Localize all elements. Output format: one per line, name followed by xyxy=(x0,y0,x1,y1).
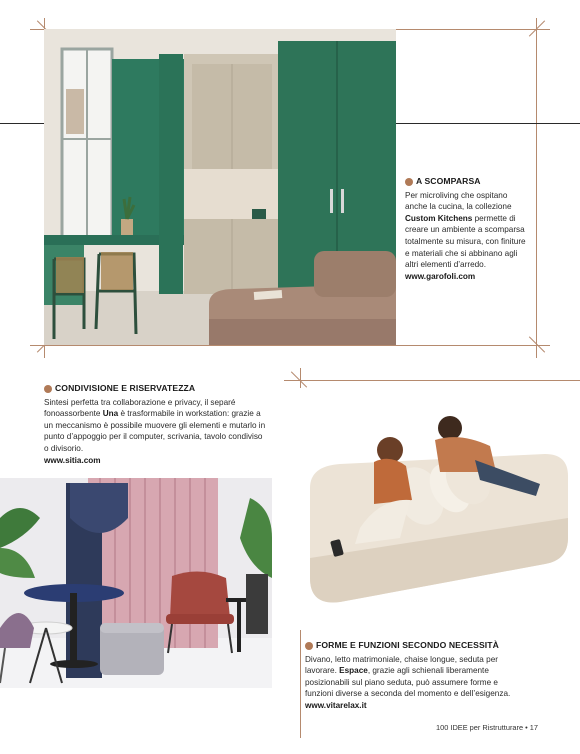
website-link[interactable]: www.sitia.com xyxy=(44,455,101,465)
bullet-dot-icon xyxy=(405,178,413,186)
frame-line-mid xyxy=(30,345,550,346)
frame-line-lower xyxy=(284,380,580,381)
sofa-illustration xyxy=(300,388,580,630)
page-footer: 100 IDEE per Ristrutturare • 17 xyxy=(436,723,538,732)
article-heading: CONDIVISIONE E RISERVATEZZA xyxy=(44,383,284,395)
rule-left xyxy=(0,123,44,124)
article-heading: A SCOMPARSA xyxy=(405,176,545,188)
bullet-dot-icon xyxy=(44,385,52,393)
website-link[interactable]: www.vitarelax.it xyxy=(305,700,367,710)
partition-photo xyxy=(0,478,272,688)
article-body: Per microliving che ospitano anche la cucina, la collezione Custom Kitchens permette di creare un ambiente a scomparsa totalmente su misura, con finiture e materiali che si abbinano agli altri elementi d’arredo. xyxy=(405,190,526,270)
partition-illustration xyxy=(0,478,272,688)
article-vitarelax xyxy=(305,640,555,712)
rule-right xyxy=(396,123,580,124)
kitchen-illustration xyxy=(44,29,396,345)
sofa-photo xyxy=(300,388,580,630)
website-link[interactable]: www.garofoli.com xyxy=(405,271,476,281)
kitchen-photo xyxy=(44,29,396,345)
article-sitia xyxy=(44,383,284,466)
product-name: Una xyxy=(102,409,119,419)
bullet-dot-icon xyxy=(305,642,313,650)
article-body: Sintesi perfetta tra collaborazione e privacy, il separé fonoassorbente Una è trasformabile in workstation: grazie a un meccanismo è possibile muovere gli elementi e mutarlo in punto d’appoggio per il computer, scrivania, tavolo condiviso o divisorio. xyxy=(44,397,266,453)
article-body: Divano, letto matrimoniale, chaise longue, seduta per lavorare. Espace, grazie agli schienali liberamente posizionabili sul piano seduta, può assumere forme e funzioni diverse a seconda del momento e dell’esigenza. xyxy=(305,654,511,699)
article-garofoli xyxy=(405,176,545,282)
product-name: Espace xyxy=(339,666,368,676)
product-name: Custom Kitchens xyxy=(405,213,473,223)
article-heading: FORME E FUNZIONI SECONDO NECESSITÀ xyxy=(305,640,555,652)
